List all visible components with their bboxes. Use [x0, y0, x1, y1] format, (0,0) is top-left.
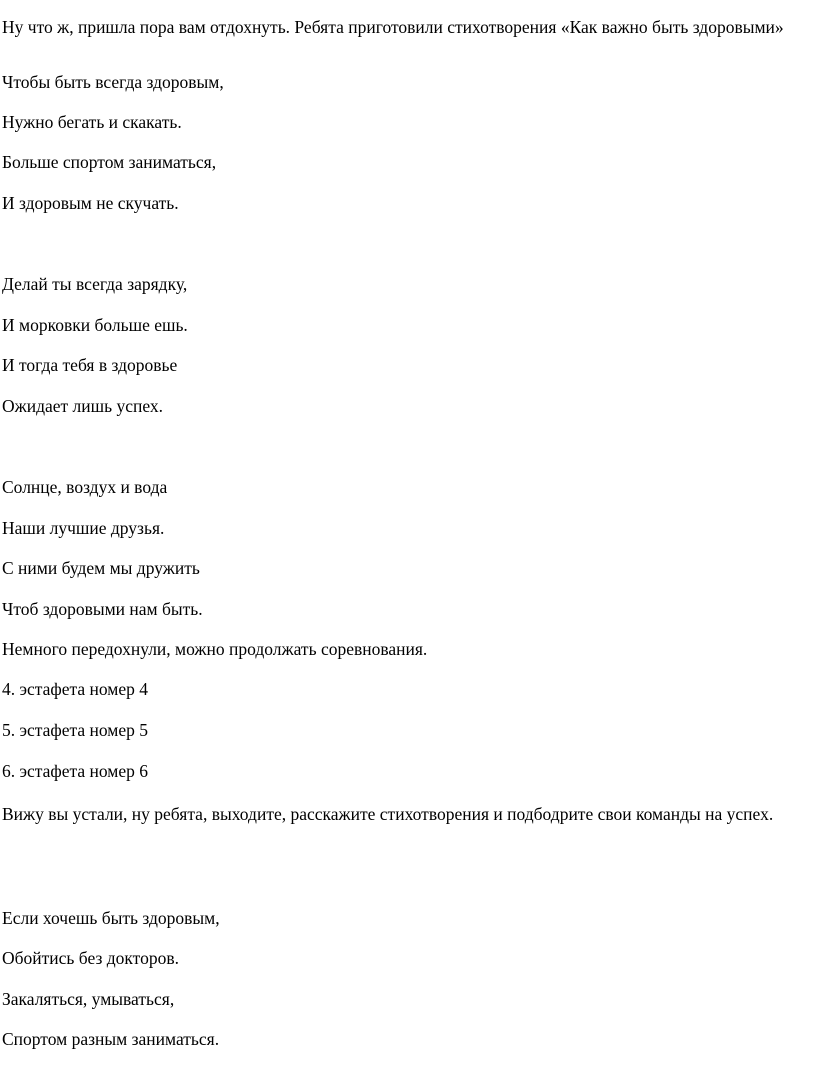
- relay-item: 4. эстафета номер 4: [2, 679, 149, 699]
- tired-paragraph: Вижу вы устали, ну ребята, выходите, расскажите стихотворения и подбодрите свои команды на успех.: [2, 803, 774, 824]
- poem-line: И здоровым не скучать.: [2, 193, 179, 213]
- poem-line: Закаляться, умываться,: [2, 989, 175, 1009]
- poem-line: Больше спортом заниматься,: [2, 152, 217, 172]
- relay-item: 5. эстафета номер 5: [2, 720, 149, 740]
- poem-line: И морковки больше ешь.: [2, 315, 188, 335]
- poem-line: С ними будем мы дружить: [2, 558, 200, 578]
- relay-item: 6. эстафета номер 6: [2, 761, 149, 781]
- poem-line: Делай ты всегда зарядку,: [2, 274, 188, 294]
- poem-line: Ожидает лишь успех.: [2, 396, 164, 416]
- poem-line: Чтобы быть всегда здоровым,: [2, 72, 224, 92]
- poem-line: Если хочешь быть здоровым,: [2, 908, 220, 928]
- poem-line: Нужно бегать и скакать.: [2, 112, 182, 132]
- rest-line: Немного передохнули, можно продолжать соревнования.: [2, 639, 428, 659]
- poem-line: Обойтись без докторов.: [2, 948, 179, 968]
- poem-line: Спортом разным заниматься.: [2, 1029, 220, 1049]
- poem-line: Солнце, воздух и вода: [2, 477, 168, 497]
- poem-line: Наши лучшие друзья.: [2, 518, 165, 538]
- poem-line: И тогда тебя в здоровье: [2, 355, 178, 375]
- intro-paragraph: Ну что ж, пришла пора вам отдохнуть. Ребята приготовили стихотворения «Как важно быть здоровыми»: [2, 16, 784, 37]
- poem-line: Чтоб здоровыми нам быть.: [2, 599, 203, 619]
